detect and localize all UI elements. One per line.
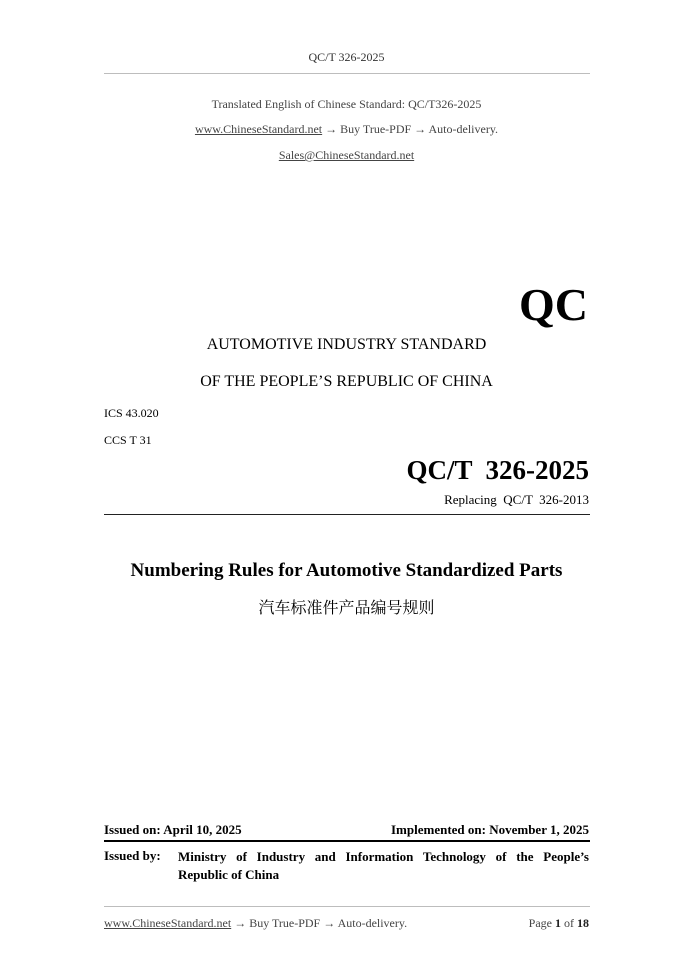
standard-type-line2: OF THE PEOPLE’S REPUBLIC OF CHINA <box>200 373 493 390</box>
ics-code: ICS 43.020 <box>104 406 159 420</box>
page-total: 18 <box>577 916 589 930</box>
standard-number <box>300 455 589 486</box>
implemented-on-date: Implemented on: November 1, 2025 <box>391 822 589 837</box>
qc-logo: QC <box>519 279 588 330</box>
standard-number-text: QC/T 326-2025 <box>406 455 589 485</box>
email-link[interactable]: Sales@ChineseStandard.net <box>278 148 415 162</box>
translation-notice: Translated English of Chinese Standard: QC/T326-2025 <box>211 97 482 111</box>
page-label: Page <box>528 916 552 930</box>
header-divider <box>104 73 590 74</box>
of-label: of <box>564 916 574 930</box>
page-number: 1 <box>555 916 561 930</box>
footer-divider <box>104 906 590 907</box>
sales-line <box>0 148 693 163</box>
buy-text: → Buy True-PDF → Auto-delivery. <box>322 122 499 136</box>
replacing-text: Replacing QC/T 326-2013 <box>444 492 589 507</box>
number-divider <box>104 514 590 515</box>
footer-buy-line <box>104 916 407 931</box>
footer-buy-text: → Buy True-PDF → Auto-delivery. <box>231 916 408 930</box>
title-chinese: 汽车标准件产品编号规则 <box>258 598 435 617</box>
buy-line <box>0 122 693 137</box>
issued-by-text: Ministry of Industry and Information Technology of the People’s Republic of China <box>178 849 589 882</box>
site-link[interactable]: www.ChineseStandard.net <box>194 122 323 136</box>
ccs-code: CCS T 31 <box>104 433 152 447</box>
footer-site-link[interactable]: www.ChineseStandard.net <box>104 916 232 930</box>
issued-on-date: Issued on: April 10, 2025 <box>104 822 242 837</box>
issued-by-label: Issued by: <box>104 848 161 863</box>
title-english: Numbering Rules for Automotive Standardized Parts <box>130 560 563 581</box>
page-indicator <box>440 916 589 931</box>
replacing-note <box>300 492 589 508</box>
running-header: QC/T 326-2025 <box>308 50 385 64</box>
date-divider <box>104 840 590 842</box>
standard-type-line1: AUTOMOTIVE INDUSTRY STANDARD <box>206 336 487 353</box>
